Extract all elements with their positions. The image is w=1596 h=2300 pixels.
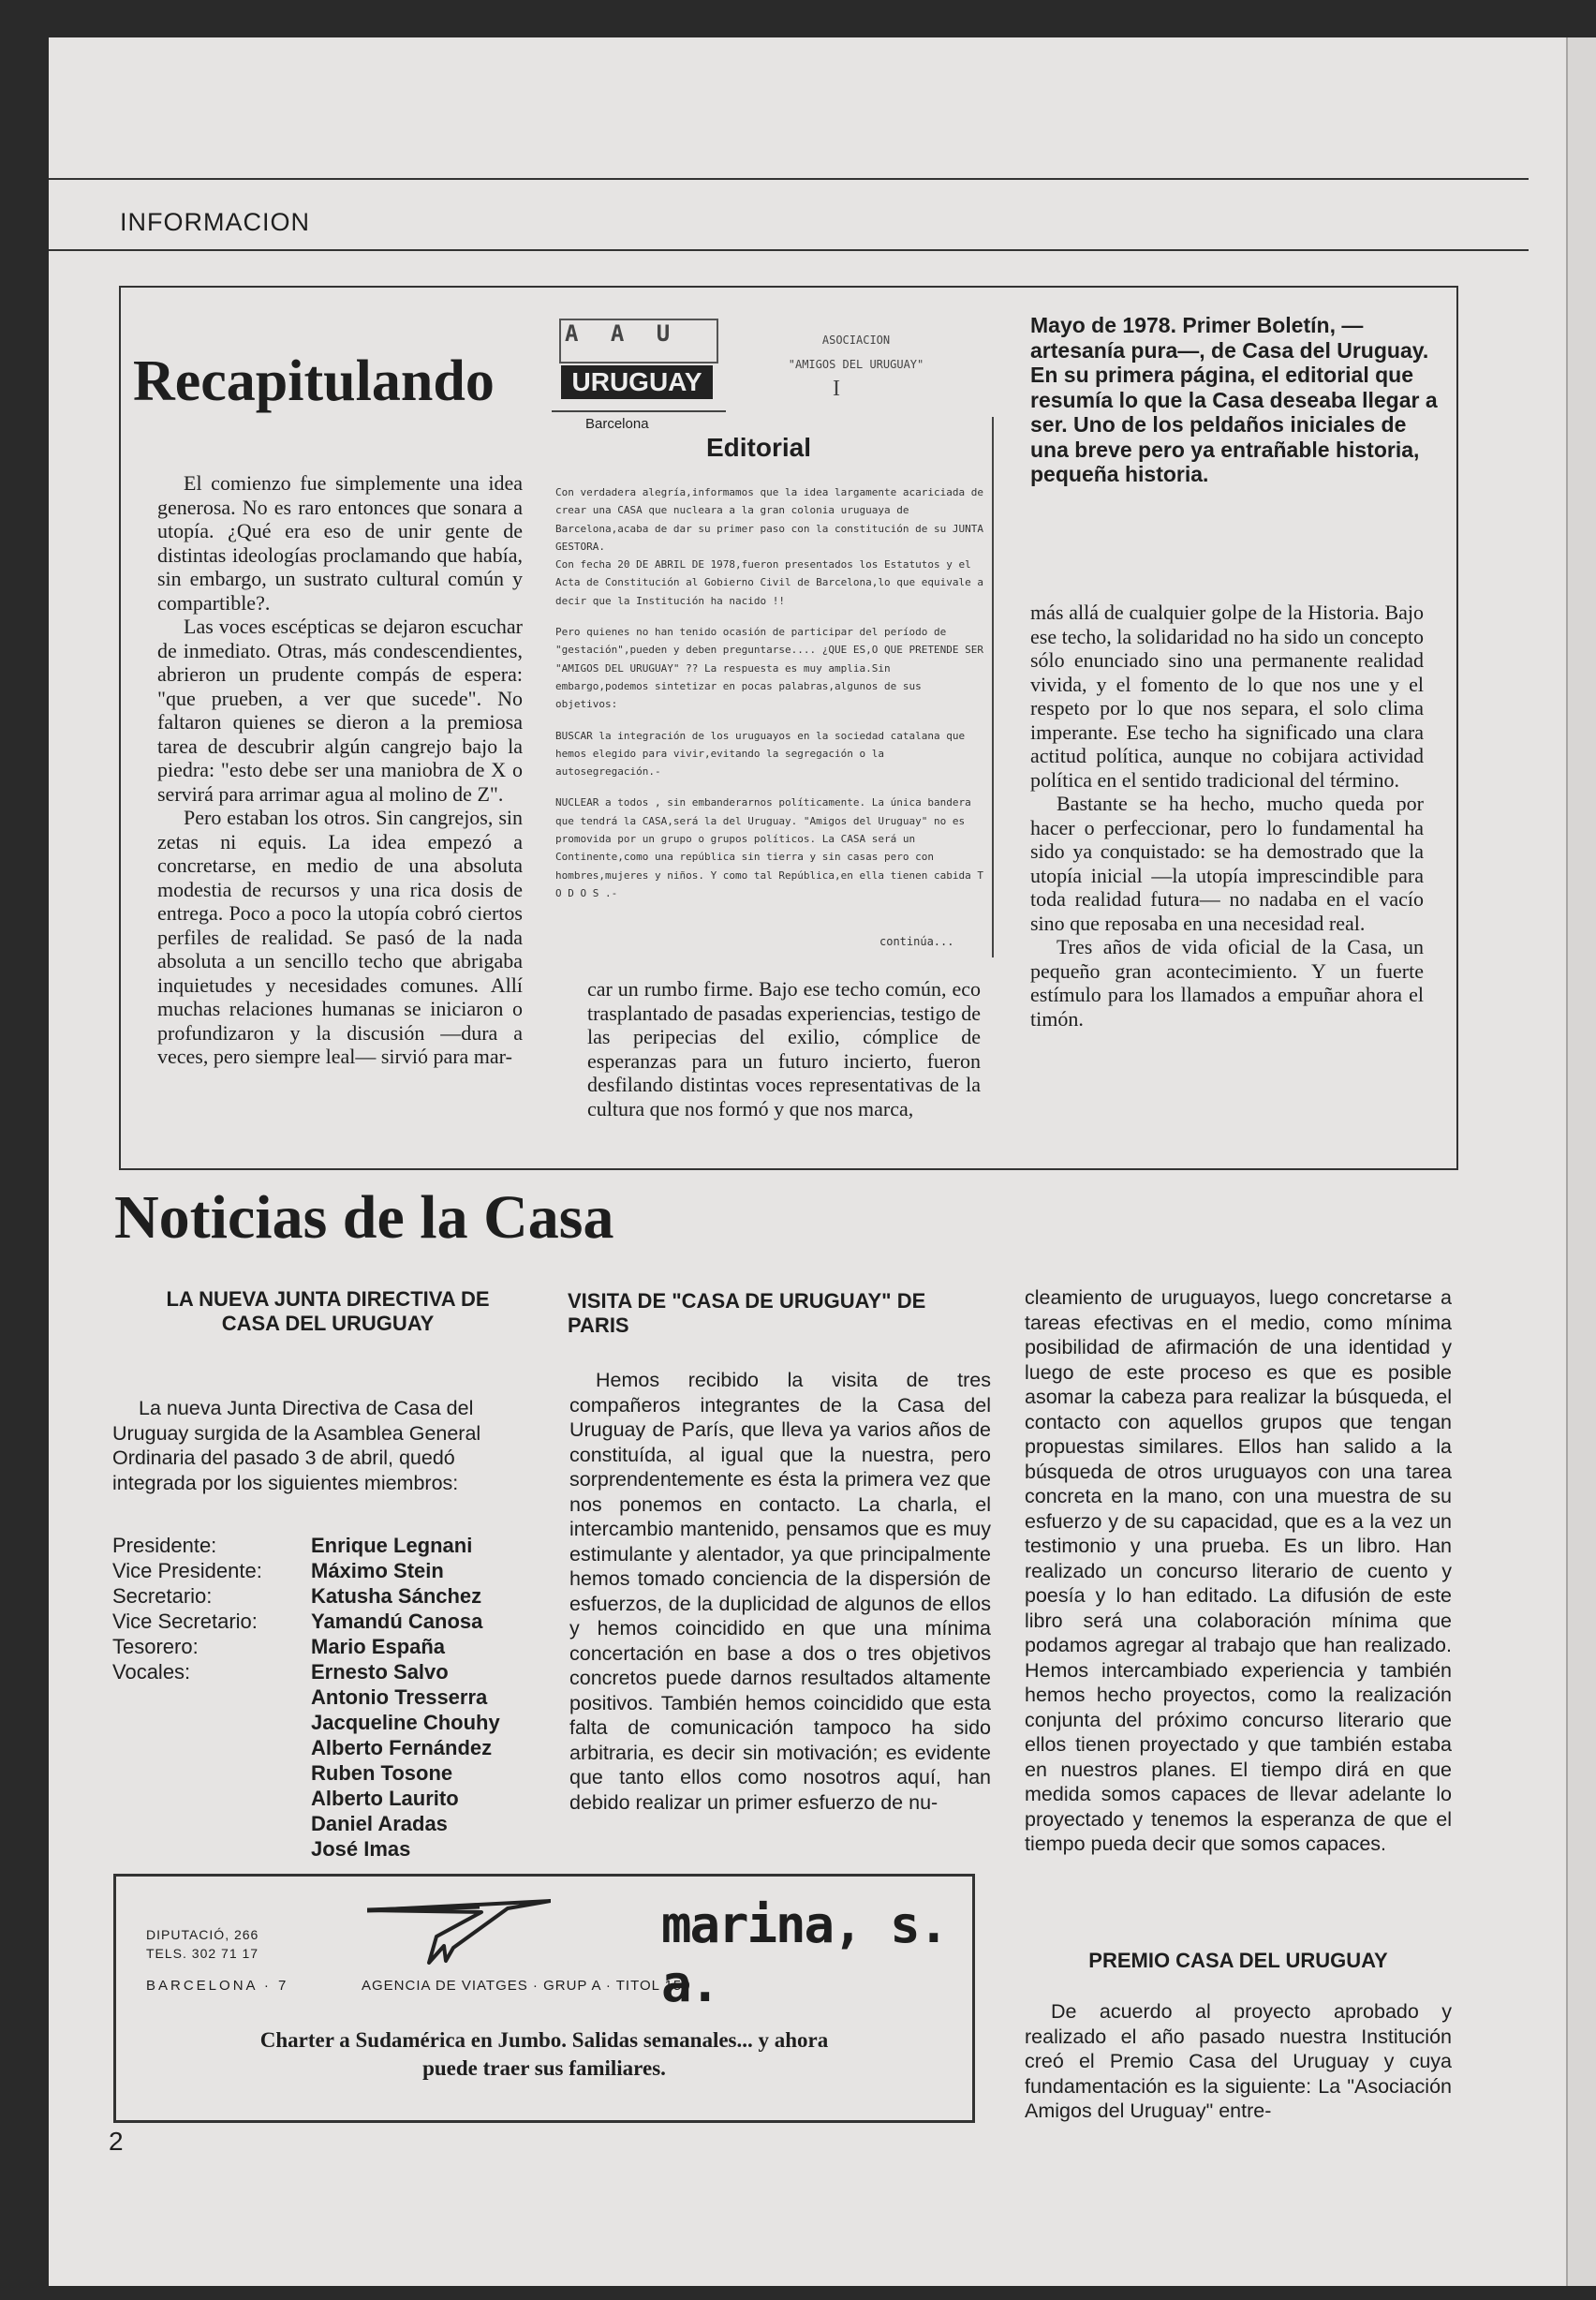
member-row bbox=[112, 1710, 500, 1735]
visita-continuation-text: cleamiento de uruguayos, luego concretarse a tareas efectivas en el medio, como mínima posibilidad de afirmación de una identidad y luego de este proceso es que es posible asomar la cabeza para realizar la búsqueda, el contacto con aquellos grupos que tengan propuestas similares. Ellos han salido a la búsqueda de otros uruguayos con una tarea concreta en la mano, con una muestra de su esfuerzo y de su capacidad, que es a la vez un testimonio y una prueba. Es un libro. Han realizado un concurso literario de cuento y poesía y lo han editado. La difusión de este libro será una colaboración mínima que podamos agregar al trabajo que han realizado. Hemos intercambiado experiencia y también hemos hecho proyectos, como la realización conjunta del próximo concurso literario que ellos tienen proyectado y que también estaba en nuestros planes. El tiempo dirá en que medida somos capaces de llevar adelante lo proyectado y tenemos la esperanza de que el tiempo pueda decir que somos capaces. bbox=[1025, 1286, 1452, 1855]
editorial-heading: Editorial bbox=[706, 433, 812, 462]
member-row bbox=[112, 1634, 500, 1659]
recap-paragraph: Las voces escépticas se dejaron escuchar de inmediato. Otras, más condescendientes, abrieron un prudente compás de espera: "que prueben, a ver que sucede". No faltaron quienes se dieron a la premiosa tarea de descubrir algún cangrejo bajo la piedra: "esto debe ser una maniobra de X o servirá para arrimar agua al molino de Z". bbox=[157, 615, 523, 806]
member-row bbox=[112, 1836, 500, 1862]
member-name: Ernesto Salvo bbox=[311, 1660, 449, 1684]
aau-logo bbox=[552, 319, 726, 410]
editorial-paragraph: BUSCAR la integración de los uruguayos en la sociedad catalana que hemos elegido para vivir,evitando la segregación o la autosegregación.- bbox=[555, 729, 966, 779]
junta-intro bbox=[112, 1396, 541, 1495]
recap-column-3 bbox=[1030, 601, 1424, 1031]
member-name: Ruben Tosone bbox=[311, 1761, 453, 1785]
editorial-paragraph: Pero quienes no han tenido ocasión de participar del período de "gestación",pueden y deben preguntarse.... ¿QUE ES,O QUE PRETENDE SER "AMIGOS DEL URUGUAY" ?? La respuesta es muy amplia.Sin embargo,podemos sintetizar en pocas palabras,algunos de sus objetivos: bbox=[555, 626, 983, 711]
member-row bbox=[112, 1609, 500, 1634]
member-role bbox=[112, 1836, 311, 1862]
page-number: 2 bbox=[109, 2127, 124, 2156]
member-role: Vocales: bbox=[112, 1660, 191, 1684]
logo-letters: A A U bbox=[565, 320, 680, 347]
member-row bbox=[112, 1735, 500, 1760]
next-page-edge bbox=[1566, 37, 1596, 2286]
recap-paragraph: Pero estaban los otros. Sin cangrejos, sin zetas ni equis. La idea empezó a concretarse, en medio de una absoluta modestia de recursos y una rica dosis de entrega. Poco a poco la utopía cobró ciertos perfiles de realidad. Se pasó de la nada absoluta a un sencillo techo que abrigaba inquietudes y necesidades comunes. Allí muchas relaciones humanas se iniciaron o profundizaron y la discusión —dura a veces, pero siempre leal— sirvió para mar- bbox=[157, 806, 523, 1068]
recap-paragraph: Bastante se ha hecho, mucho queda por hacer o perfeccionar, pero lo fundamental ha sido ya conquistado: se ha demostrado que la utopía inicial —la utopía imprescindible para toda realidad futura— no nadaba en el vacío sino que reposaba en una necesidad real. bbox=[1030, 792, 1424, 935]
premio-text: De acuerdo al proyecto aprobado y realizado el año pasado nuestra Institución creó el Premio Casa del Uruguay y cuya fundamentación es la siguiente: La "Asociación Amigos del Uruguay" entre- bbox=[1025, 2000, 1452, 2122]
noticias-title: Noticias de la Casa bbox=[114, 1183, 614, 1252]
marina-advertisement bbox=[113, 1874, 975, 2123]
visita-heading bbox=[568, 1289, 998, 1338]
ad-slogan bbox=[116, 2026, 972, 2083]
junta-member-list bbox=[112, 1533, 500, 1862]
premio-heading: PREMIO CASA DEL URUGUAY bbox=[1088, 1949, 1388, 1972]
continue-note: continúa... bbox=[879, 935, 954, 948]
member-row bbox=[112, 1811, 500, 1836]
junta-heading-line-1: LA NUEVA JUNTA DIRECTIVA DE bbox=[166, 1287, 490, 1311]
member-row bbox=[112, 1533, 500, 1558]
bulletin-facsimile bbox=[552, 319, 995, 957]
assoc-line-2: "AMIGOS DEL URUGUAY" bbox=[788, 358, 924, 371]
member-name: Mario España bbox=[311, 1635, 446, 1658]
member-row bbox=[112, 1760, 500, 1786]
ad-city: BARCELONA · 7 bbox=[146, 1978, 289, 1994]
ad-address-block bbox=[146, 1925, 259, 1963]
member-row bbox=[112, 1659, 500, 1684]
editorial-paragraph: Con fecha 20 DE ABRIL DE 1978,fueron presentados los Estatutos y el Acta de Constitución al Gobierno Civil de Barcelona,lo que equivale a decir que la Institución ha nacido !! bbox=[555, 558, 983, 607]
section-label: INFORMACION bbox=[120, 208, 310, 236]
member-role: Tesorero: bbox=[112, 1635, 199, 1658]
junta-intro-text: La nueva Junta Directiva de Casa del Uruguay surgida de la Asamblea General Ordinaria del pasado 3 de abril, quedó integrada por los siguientes miembros: bbox=[112, 1397, 481, 1494]
member-role bbox=[112, 1786, 311, 1811]
member-name: Katusha Sánchez bbox=[311, 1584, 482, 1608]
visita-heading-line-2: PARIS bbox=[568, 1313, 629, 1337]
bulletin-city: Barcelona bbox=[585, 416, 649, 432]
wing-logo-icon bbox=[367, 1893, 551, 1965]
recap-paragraph: car un rumbo firme. Bajo ese techo común, eco trasplantado de pasadas experiencias, testigo de las peripecias del exilio, cómplice de esperanzas para un futuro incierto, fueron desfilando distintas voces representativas de la cultura que nos formó y que nos marca, bbox=[587, 977, 981, 1120]
member-name: Enrique Legnani bbox=[311, 1534, 473, 1557]
editorial-paragraph: NUCLEAR a todos , sin embanderarnos políticamente. La única bandera que tendrá la CASA,será la del Uruguay. "Amigos del Uruguay" no es promovida por un grupo o grupos políticos. La CASA será un Continente,como una república sin tierra y sin casas pero con hombres,mujeres y niños. Y como tal República,en ella tienen cabida T O D O S .- bbox=[555, 796, 983, 899]
member-name: Máximo Stein bbox=[311, 1559, 444, 1582]
member-role bbox=[112, 1710, 311, 1735]
member-row bbox=[112, 1684, 500, 1710]
ad-slogan-line-1: Charter a Sudamérica en Jumbo. Salidas semanales... y ahora bbox=[259, 2028, 829, 2052]
ad-agency: AGENCIA DE VIATGES · GRUP A · TITOL 150 bbox=[362, 1978, 691, 1994]
member-name: Antonio Tresserra bbox=[311, 1685, 488, 1709]
visita-column bbox=[569, 1368, 991, 1815]
ad-phone: TELS. 302 71 17 bbox=[146, 1946, 259, 1961]
logo-name: URUGUAY bbox=[561, 365, 713, 399]
recap-paragraph: más allá de cualquier golpe de la Historia. Bajo ese techo, la solidaridad no ha sido un concepto sólo enunciado sino una permanente realidad vivida, y el fomento de lo que nos une y el respeto por lo que nos separa, el solo clima imperante. Ese techo ha significado una clara actitud política, aunque no cobijara actividad política en el sentido tradicional del término. bbox=[1030, 601, 1424, 792]
member-name: Daniel Aradas bbox=[311, 1812, 448, 1835]
member-row bbox=[112, 1558, 500, 1583]
visita-heading-line-1: VISITA DE "CASA DE URUGUAY" DE bbox=[568, 1289, 926, 1313]
bulletin-rule bbox=[992, 417, 994, 957]
member-name: Yamandú Canosa bbox=[311, 1610, 483, 1633]
member-name: José Imas bbox=[311, 1837, 411, 1861]
visita-continuation bbox=[1025, 1285, 1452, 1857]
member-role bbox=[112, 1735, 311, 1760]
member-role: Presidente: bbox=[112, 1534, 217, 1557]
member-name: Alberto Laurito bbox=[311, 1787, 459, 1810]
recap-column-1 bbox=[157, 471, 523, 1069]
junta-heading bbox=[112, 1287, 543, 1336]
logo-rule bbox=[552, 410, 726, 412]
member-role: Secretario: bbox=[112, 1584, 213, 1608]
recap-column-2 bbox=[587, 977, 981, 1120]
member-row bbox=[112, 1583, 500, 1609]
recap-paragraph: El comienzo fue simplemente una idea generosa. No es raro entonces que sonara a utopía. ¿Qué era eso de unir gente de distintas ideologías proclamando que había, sin embargo, un sustrato cultural común y compartible?. bbox=[157, 471, 523, 615]
member-role bbox=[112, 1760, 311, 1786]
recap-intro: Mayo de 1978. Primer Boletín, —artesanía pura—, de Casa del Uruguay. En su primera página, el editorial que resumía lo que la Casa deseaba llegar a ser. Uno de los peldaños iniciales de una breve pero ya entrañable historia, pequeña historia. bbox=[1030, 313, 1438, 486]
editorial-body bbox=[555, 483, 986, 902]
member-role bbox=[112, 1684, 311, 1710]
premio-column bbox=[1025, 1999, 1452, 2124]
member-role: Vice Secretario: bbox=[112, 1610, 258, 1633]
recap-paragraph: Tres años de vida oficial de la Casa, un pequeño gran acontecimiento. Y un fuerte estímulo para los llamados a empuñar ahora el timón. bbox=[1030, 935, 1424, 1031]
ad-address: DIPUTACIÓ, 266 bbox=[146, 1927, 259, 1942]
ad-brand: marina, s. a. bbox=[661, 1895, 948, 2013]
member-name: Alberto Fernández bbox=[311, 1736, 493, 1759]
member-name: Jacqueline Chouhy bbox=[311, 1711, 500, 1734]
member-role bbox=[112, 1811, 311, 1836]
editorial-paragraph: Con verdadera alegría,informamos que la idea largamente acariciada de crear una CASA que nucleara a la gran colonia uruguaya de Barcelona,acaba de dar su primer paso con la constitución de su JUNTA GESTORA. bbox=[555, 486, 983, 553]
recap-title: Recapitulando bbox=[133, 349, 495, 413]
assoc-line-1: ASOCIACION bbox=[821, 334, 891, 347]
visita-text: Hemos recibido la visita de tres compañeros integrantes de la Casa del Uruguay de París, que lleva ya varios años de constituída, al igual que la nuestra, pero sorprendentemente es ésta la primera vez que nos ponemos en contacto. La charla, el intercambio mantenido, pensamos que es muy estimulante y alentador, ya que principalmente hemos tomado conciencia de la dispersión de esfuerzos, de la duplicidad de algunos de ellos y hemos coincidido en que una mínima concertación en base a dos o tres objetivos concretos puede darnos resultados altamente positivos. También hemos coincidido que esta falta de comunicación tampoco ha sido arbitraria, es decir sin motivación; es evidente que tanto ellos como nosotros aquí, han debido realizar un primer esfuerzo de nu- bbox=[569, 1369, 991, 1814]
header-rule-bottom bbox=[49, 249, 1529, 251]
bulletin-association bbox=[739, 328, 973, 377]
member-row bbox=[112, 1786, 500, 1811]
ad-slogan-line-2: puede traer sus familiares. bbox=[422, 2056, 666, 2080]
member-role: Vice Presidente: bbox=[112, 1559, 262, 1582]
bulletin-number: I bbox=[833, 377, 840, 401]
junta-heading-line-2: CASA DEL URUGUAY bbox=[221, 1312, 435, 1335]
header-rule-top bbox=[49, 178, 1529, 180]
